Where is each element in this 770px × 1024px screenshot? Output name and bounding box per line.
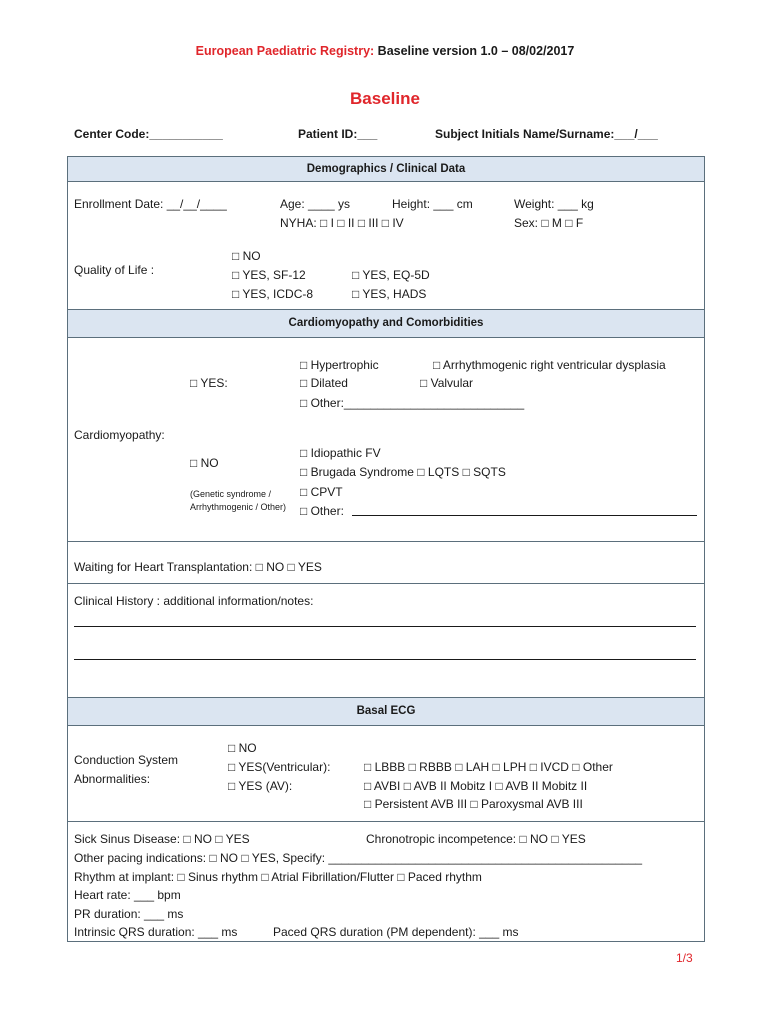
notes-line-2[interactable]	[74, 659, 696, 660]
conduction-no-checkbox[interactable]: □ NO	[228, 741, 257, 755]
cardiomyopathy-yes-checkbox[interactable]: □ YES:	[190, 376, 228, 390]
cardiomyopathy-header: Cardiomyopathy and Comorbidities	[67, 309, 705, 338]
qrs-duration-field[interactable]: Intrinsic QRS duration: ___ ms	[74, 925, 238, 939]
valvular-checkbox[interactable]: □ Valvular	[420, 376, 474, 390]
notes-line-1[interactable]	[74, 626, 696, 627]
transplant-field[interactable]: Waiting for Heart Transplantation: □ NO □ YES	[74, 560, 322, 574]
cpvt-checkbox[interactable]: □ CPVT	[300, 485, 343, 499]
no-note: (Genetic syndrome / Arrhythmogenic / Other)	[190, 489, 287, 512]
ventricular-options[interactable]: □ LBBB □ RBBB □ LAH □ LPH □ IVCD □ Other	[364, 760, 613, 774]
qol-eq5d-checkbox[interactable]: □ YES, EQ-5D	[352, 268, 430, 282]
sex-options[interactable]: Sex: □ M □ F	[514, 216, 584, 230]
paced-qrs-field[interactable]: Paced QRS duration (PM dependent): ___ ms	[273, 925, 519, 939]
pr-duration-field[interactable]: PR duration: ___ ms	[74, 907, 184, 921]
qol-icdc8-checkbox[interactable]: □ YES, ICDC-8	[232, 287, 314, 301]
hypertrophic-checkbox[interactable]: □ Hypertrophic	[300, 358, 379, 372]
other-no-line[interactable]	[352, 515, 697, 516]
cardiomyopathy-label: Cardiomyopathy:	[74, 428, 165, 442]
arvd-checkbox[interactable]: □ Arrhythmogenic right ventricular dysplasia	[433, 358, 666, 372]
brugada-lqts-sqts-checkboxes[interactable]: □ Brugada Syndrome □ LQTS □ SQTS	[300, 465, 506, 479]
center-code-field[interactable]: Center Code:___________	[74, 127, 223, 141]
other-no-field[interactable]: □ Other:	[300, 504, 344, 518]
height-field[interactable]: Height: ___ cm	[392, 197, 473, 211]
av-options-2[interactable]: □ Persistent AVB III □ Paroxysmal AVB III	[364, 797, 583, 811]
conduction-label-1: Conduction System	[74, 753, 179, 767]
conduction-yes-ventricular-checkbox[interactable]: □ YES(Ventricular):	[228, 760, 331, 774]
idiopathic-fv-checkbox[interactable]: □ Idiopathic FV	[300, 446, 381, 460]
qol-no-checkbox[interactable]: □ NO	[232, 249, 261, 263]
av-options-1[interactable]: □ AVBI □ AVB II Mobitz I □ AVB II Mobitz II	[364, 779, 588, 793]
age-field[interactable]: Age: ____ ys	[280, 197, 351, 211]
pacing-indications-field[interactable]: Other pacing indications: □ NO □ YES, Specify: _______________________________________________	[74, 851, 643, 865]
conduction-label-2: Abnormalities:	[74, 772, 151, 786]
patient-id-field[interactable]: Patient ID:___	[298, 127, 378, 141]
qol-hads-checkbox[interactable]: □ YES, HADS	[352, 287, 427, 301]
rhythm-at-implant-field[interactable]: Rhythm at implant: □ Sinus rhythm □ Atrial Fibrillation/Flutter □ Paced rhythm	[74, 870, 482, 884]
registry-name: European Paediatric Registry:	[195, 44, 375, 58]
divider	[67, 541, 705, 542]
qol-sf12-checkbox[interactable]: □ YES, SF-12	[232, 268, 306, 282]
dilated-checkbox[interactable]: □ Dilated	[300, 376, 348, 390]
other-yes-field[interactable]: □ Other:___________________________	[300, 396, 525, 410]
subject-initials-field[interactable]: Subject Initials Name/Surname:___/___	[435, 127, 658, 141]
demographics-header: Demographics / Clinical Data	[67, 156, 705, 182]
quality-of-life-label: Quality of Life :	[74, 263, 155, 277]
conduction-yes-av-checkbox[interactable]: □ YES (AV):	[228, 779, 293, 793]
divider	[67, 821, 705, 822]
page-title: Baseline	[350, 89, 420, 108]
clinical-history-label: Clinical History : additional information/notes:	[74, 594, 314, 608]
weight-field[interactable]: Weight: ___ kg	[514, 197, 594, 211]
enrollment-date-field[interactable]: Enrollment Date: __/__/____	[74, 197, 227, 211]
sick-sinus-field[interactable]: Sick Sinus Disease: □ NO □ YES	[74, 832, 250, 846]
cardiomyopathy-no-checkbox[interactable]: □ NO	[190, 456, 219, 470]
basal-ecg-header: Basal ECG	[67, 697, 705, 726]
heart-rate-field[interactable]: Heart rate: ___ bpm	[74, 888, 181, 902]
divider	[67, 583, 705, 584]
nyha-options[interactable]: NYHA: □ I □ II □ III □ IV	[280, 216, 404, 230]
page-number: 1/3	[676, 951, 693, 965]
registry-header	[0, 44, 770, 58]
chronotropic-field[interactable]: Chronotropic incompetence: □ NO □ YES	[366, 832, 586, 846]
version-label: Baseline version 1.0 – 08/02/2017	[377, 44, 575, 58]
